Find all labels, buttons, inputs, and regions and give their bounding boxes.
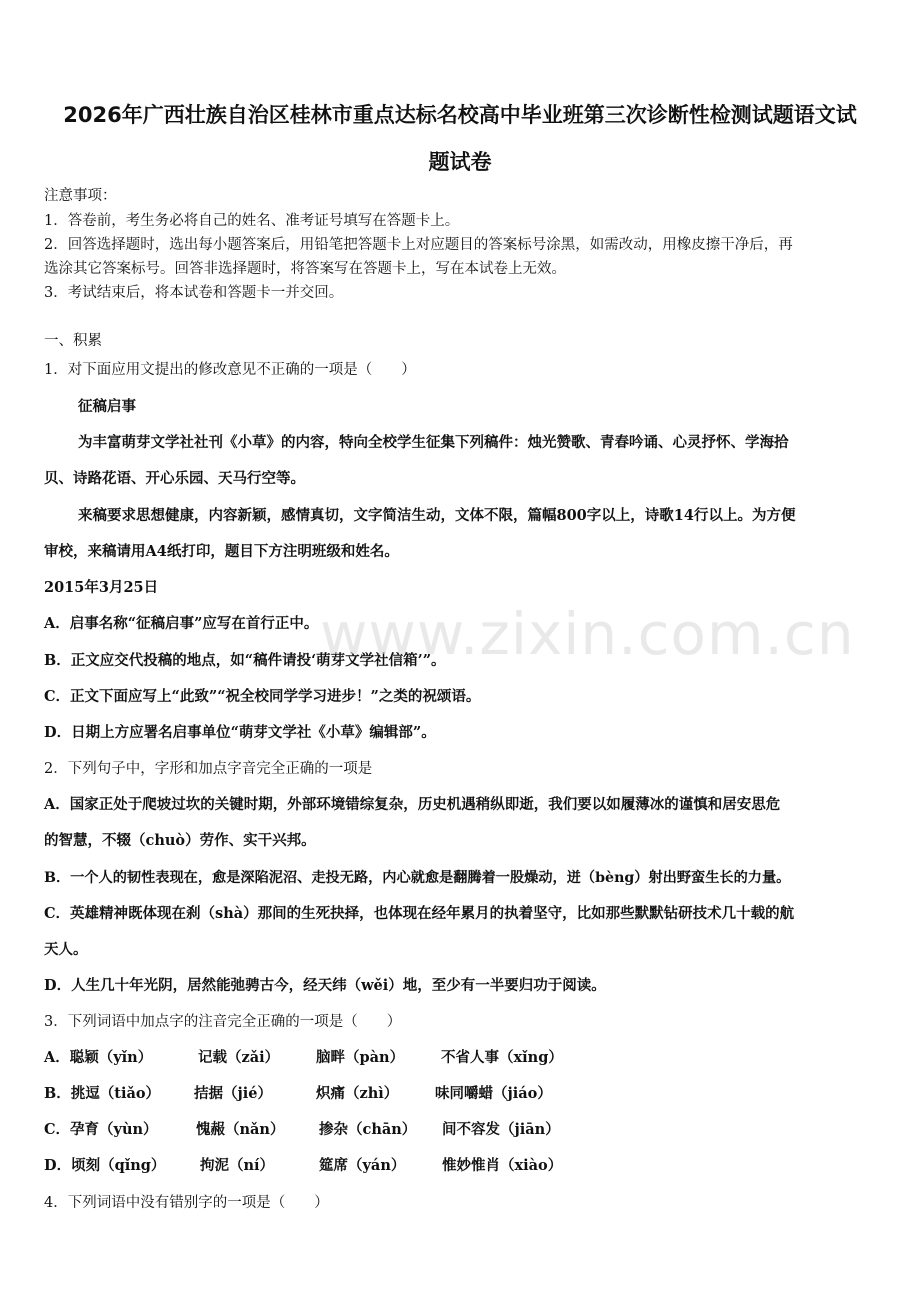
- q1-option-d: D．日期上方应署名启事单位“萌芽文学社《小草》编辑部”。: [44, 724, 436, 741]
- q1-notice-p2b: 审校，来稿请用A4纸打印，题目下方注明班级和姓名。: [44, 543, 399, 560]
- q1-notice-title: 征稿启事: [78, 398, 136, 415]
- q2-option-c-line2: 天人。: [44, 941, 88, 958]
- q1-notice-date: 2015年3月25日: [44, 579, 159, 596]
- q3-stem: 3．下列词语中加点字的注音完全正确的一项是（ ）: [44, 1014, 402, 1030]
- notice-heading: 注意事项：: [44, 188, 117, 204]
- q3-a-4: 不省人事（xǐng）: [441, 1049, 563, 1066]
- exam-title-line1: 2026年广西壮族自治区桂林市重点达标名校高中毕业班第三次诊断性检测试题语文试: [63, 103, 857, 127]
- notice-item-2a: 2．回答选择题时，选出每小题答案后，用铅笔把答题卡上对应题目的答案标号涂黑，如需改动，用橡皮擦干净后，再: [44, 237, 793, 253]
- q3-a-3: 脑畔（pàn）: [316, 1049, 405, 1066]
- section-heading: 一、积累: [44, 333, 102, 349]
- q4-stem: 4．下列词语中没有错别字的一项是（ ）: [44, 1195, 329, 1211]
- q1-option-c: C．正文下面应写上“此致”“祝全校同学学习进步！”之类的祝颂语。: [44, 688, 481, 705]
- q2-option-b: B．一个人的韧性表现在，愈是深陷泥沼、走投无路，内心就愈是翻腾着一股燥动，迸（bèng）射出野蛮生长的力量。: [44, 870, 791, 886]
- q3-c-4: 间不容发（jiān）: [442, 1121, 560, 1138]
- q1-option-a: A．启事名称“征稿启事”应写在首行正中。: [44, 615, 319, 632]
- q1-notice-p1a: 为丰富萌芽文学社社刊《小草》的内容，特向全校学生征集下列稿件：烛光赞歌、青春吟诵、心灵抒怀、学海拾: [78, 434, 789, 451]
- q2-option-d: D．人生几十年光阴，居然能弛骋古今，经天纬（wěi）地，至少有一半要归功于阅读。: [44, 977, 606, 994]
- q3-d-3: 筵席（yán）: [319, 1157, 406, 1174]
- q3-c-2: 愧赧（nǎn）: [196, 1121, 285, 1138]
- q3-a-1: A．聪颖（yǐn）: [44, 1049, 153, 1066]
- q3-d-2: 拘泥（ní）: [200, 1157, 275, 1174]
- q3-b-2: 拮据（jié）: [194, 1085, 272, 1102]
- q3-b-4: 味同嚼蜡（jiáo）: [435, 1085, 552, 1102]
- watermark: www.zixin.com.cn: [320, 600, 855, 668]
- q3-d-4: 惟妙惟肖（xiào）: [442, 1157, 563, 1174]
- q3-b-1: B．挑逗（tiǎo）: [44, 1085, 161, 1102]
- q1-notice-p2a: 来稿要求思想健康，内容新颖，感情真切，文字简洁生动，文体不限，篇幅800字以上，诗歌14行以上。为方便: [78, 507, 796, 524]
- notice-item-1: 1．答卷前，考生务必将自己的姓名、准考证号填写在答题卡上。: [44, 213, 460, 229]
- q3-b-3: 炽痛（zhì）: [316, 1085, 399, 1102]
- q1-notice-p1b: 贝、诗路花语、开心乐园、天马行空等。: [44, 470, 305, 487]
- q3-d-1: D．顷刻（qǐng）: [44, 1157, 166, 1174]
- notice-item-2b: 选涂其它答案标号。回答非选择题时，将答案写在答题卡上，写在本试卷上无效。: [44, 261, 566, 277]
- q3-c-3: 掺杂（chān）: [319, 1121, 417, 1138]
- exam-title-line2: 题试卷: [428, 150, 492, 174]
- q3-c-1: C．孕育（yùn）: [44, 1121, 158, 1138]
- q2-stem: 2．下列句子中，字形和加点字音完全正确的一项是: [44, 761, 373, 777]
- q2-option-c-line1: C．英雄精神既体现在刹（shà）那间的生死抉择，也体现在经年累月的执着坚守，比如那些默默钻研技术几十载的航: [44, 905, 795, 922]
- q1-stem: 1．对下面应用文提出的修改意见不正确的一项是（ ）: [44, 362, 416, 378]
- q2-option-a-line2: 的智慧，不辍（chuò）劳作、实干兴邦。: [44, 832, 316, 849]
- notice-item-3: 3．考试结束后，将本试卷和答题卡一并交回。: [44, 285, 344, 301]
- q3-a-2: 记载（zǎi）: [198, 1049, 280, 1066]
- q2-option-a-line1: A．国家正处于爬坡过坎的关键时期，外部环境错综复杂，历史机遇稍纵即逝，我们要以如履薄冰的谨慎和居安思危: [44, 796, 781, 813]
- q1-option-b: B．正文应交代投稿的地点，如“稿件请投‘萌芽文学社信箱’”。: [44, 652, 446, 669]
